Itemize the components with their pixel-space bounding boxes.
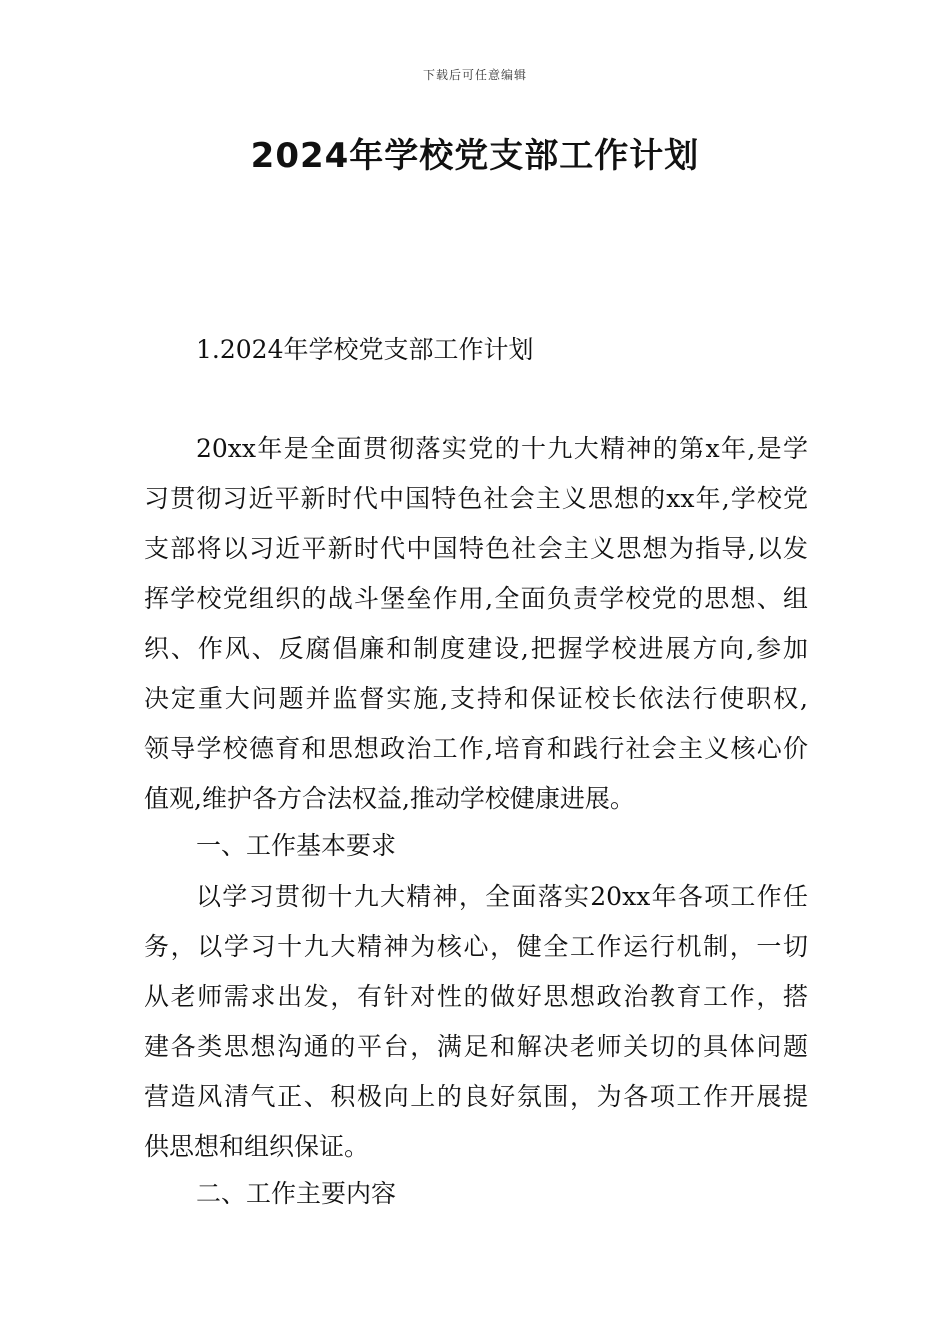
paragraph-line: 习贯彻习近平新时代中国特色社会主义思想的xx年,学校党 — [144, 484, 808, 513]
heading-main-content: 二、工作主要内容 — [196, 1179, 397, 1208]
intro-paragraph — [144, 424, 808, 824]
paragraph-line: 支部将以习近平新时代中国特色社会主义思想为指导,以发 — [144, 534, 808, 563]
paragraph-line: 领导学校德育和思想政治工作,培育和践行社会主义核心价 — [144, 734, 808, 763]
requirements-paragraph — [144, 872, 808, 1172]
paragraph-line: 务，以学习十九大精神为核心，健全工作运行机制，一切 — [144, 932, 808, 961]
paragraph-line: 从老师需求出发，有针对性的做好思想政治教育工作，搭 — [144, 982, 808, 1011]
heading-basic-requirements: 一、工作基本要求 — [196, 831, 397, 860]
paragraph-line: 20xx年是全面贯彻落实党的十九大精神的第x年,是学 — [196, 434, 808, 463]
document-title: 2024年学校党支部工作计划 — [250, 136, 700, 176]
paragraph-line: 建各类思想沟通的平台，满足和解决老师关切的具体问题 — [144, 1032, 808, 1061]
paragraph-line: 以学习贯彻十九大精神，全面落实20xx年各项工作任 — [196, 882, 808, 911]
paragraph-line: 营造风清气正、积极向上的良好氛围，为各项工作开展提 — [144, 1082, 808, 1111]
paragraph-line: 挥学校党组织的战斗堡垒作用,全面负责学校党的思想、组 — [144, 584, 808, 613]
paragraph-line: 供思想和组织保证。 — [144, 1132, 370, 1161]
section-title: 1.2024年学校党支部工作计划 — [196, 335, 534, 364]
header-note: 下载后可任意编辑 — [422, 68, 527, 82]
paragraph-line: 值观,维护各方合法权益,推动学校健康进展。 — [144, 784, 635, 813]
paragraph-line: 决定重大问题并监督实施,支持和保证校长依法行使职权, — [144, 684, 808, 713]
paragraph-line: 织、作风、反腐倡廉和制度建设,把握学校进展方向,参加 — [144, 634, 808, 663]
